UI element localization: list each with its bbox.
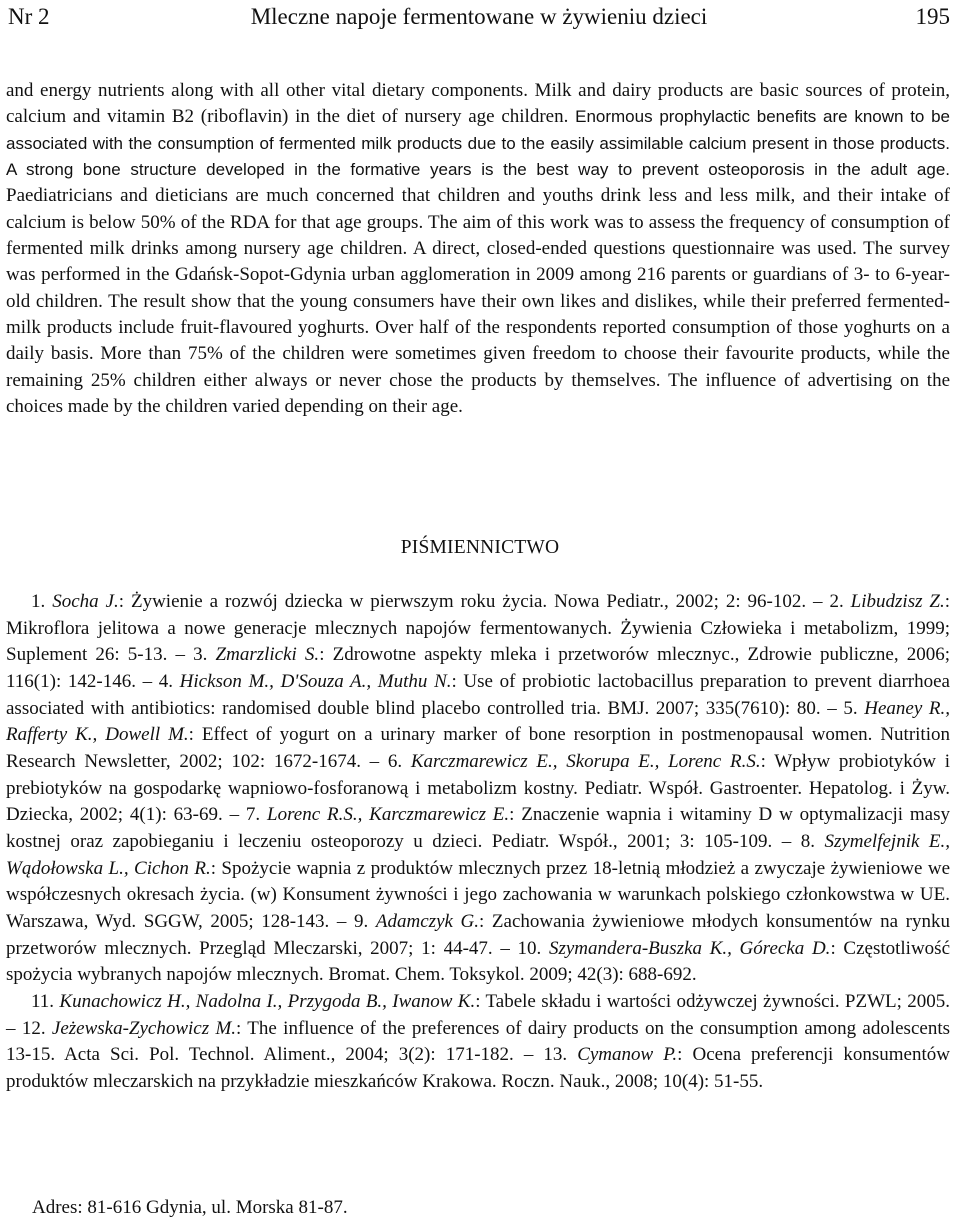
journal-issue: Nr 2 [8,4,50,29]
reference-number: 5. [843,697,865,719]
abstract-text [6,78,950,420]
reference-text: : Wpływ probiotyków i prebiotyków na gospodarkę wapniowo-fosforanową i metabolizm kostny. Pediatr. Współ. Gastroenter. Hepatolog. i Żyw. Dziecka, 2002; 4(1): 63-69. – [6,750,951,826]
reference-authors: Szymelfejnik E., Wądołowska L., Cichon R. [6,830,951,879]
reference-text: : Mikroflora jelitowa a nowe generacje mlecznych napojów fermentowanych. Żywienia Człowieka i metabolizm, 1999; Suplement 26: 5-13. – [6,591,951,666]
abstract-serif-part-2: Paediatricians and dieticians are much concerned that children and youths drink less and less milk, and their intake of calcium is below 50% of the RDA for that age groups. The aim of this work was to assess the frequency of consumption of fermented milk drinks among nursery age children. A direct, closed-ended questions questionnaire was used. The survey was performed in the Gdańsk-Sopot-Gdynia urban agglomeration in 2009 among 216 parents or guardians of 3- to 6-year-old children. The result show that the young consumers have their own likes and dislikes, while their preferred fermented-milk products include fruit-flavoured yoghurts. Over half of the respondents reported consumption of those yoghurts on a daily basis. More than 75% of the children were sometimes given freedom to choose their favourite products, while the remaining 25% children either always or never chose the products by themselves. The influence of advertising on the choices made by the children varied depending on their age. [6,185,950,418]
reference-number: 12. [21,1017,52,1039]
references-paragraph-1 [6,589,950,989]
reference-entry [31,591,829,612]
reference-authors: Cymanow P. [577,1044,678,1066]
reference-text: : Znaczenie wapnia i witaminy D w optymalizacji masy kostnej oraz zapobieganiu i leczeniu osteoporozy u dzieci. Pediatr. Współ., 2001; 3: 105-109. – [6,804,950,852]
reference-authors: Socha J. [52,591,119,612]
page-number: 195 [915,4,950,29]
abstract-serif-part: and energy nutrients along with all other vital dietary components. Milk and dairy products are basic sources of protein, calcium and vitamin B2 (riboflavin) in the diet of nursery age children. [6,80,950,128]
reference-number: 1. [31,591,53,612]
reference-authors: Libudzisz Z. [850,591,945,612]
reference-authors: Szymandera-Buszka K., Górecka D. [548,937,831,959]
references-paragraph-2 [6,989,950,1096]
reference-number: 3. [193,644,216,666]
reference-text: : Zdrowotne aspekty mleka i przetworów mlecznyc., Zdrowie publiczne, 2006; 116(1): 142-146. – [6,644,951,692]
references-list [6,589,950,1095]
reference-number: 11. [31,990,60,1012]
running-title: Mleczne napoje fermentowane w żywieniu dzieci [250,4,708,29]
reference-number: 7. [245,804,268,826]
reference-authors: Hickson M., D'Souza A., Muthu N. [179,670,452,692]
reference-text: : Effect of yogurt on a urinary marker of bone resorption in postmenopausal women. Nutrition Research Newsletter, 2002; 102: 1672-1674. – [6,724,950,772]
reference-authors: Lorenc R.S., Karczmarewicz E. [267,804,510,826]
reference-text: : Ocena preferencji konsumentów produktów mleczarskich na przykładzie mieszkańców Krakowa. Roczn. Nauk., 2008; 10(4): 51-55. [6,1044,950,1092]
reference-number: 8. [800,830,825,852]
page-header [8,2,950,32]
reference-authors: Zmarzlicki S. [215,644,320,666]
reference-authors: Heaney R., Rafferty K., Dowell M. [6,697,951,746]
reference-text: : Zachowania żywieniowe młodych konsumentów na rynku przetworów mlecznych. Przegląd Mleczarski, 2007; 1: 44-47. – [6,910,951,959]
reference-authors: Kunachowicz H., Nadolna I., Przygoda B., Iwanow K. [59,990,476,1012]
reference-number: 13. [543,1044,578,1066]
reference-number: 10. [517,937,549,959]
reference-text: : The influence of the preferences of dairy products on the consumption among adolescents 13-15. Acta Sci. Pol. Technol. Aliment., 2004; 3(2): 171-182. – [6,1017,950,1066]
reference-text: : Spożycie wapnia z produktów mlecznych przez 18-letnią młodzież a zwyczaje żywieniowe we współczesnych okresach życia. (w) Konsument żywności i jego zachowania w warunkach polskiego członkowstwa w UE. Warszawa, Wyd. SGGW, 2005; 128-143. – [6,857,951,932]
reference-text: : Use of probiotic lactobacillus preparation to prevent diarrhoea associated with antibiotics: randomised double blind placebo controlled tria. BMJ. 2007; 335(7610): 80. – [6,670,950,719]
author-address: Adres: 81-616 Gdynia, ul. Morska 81-87. [32,1197,348,1218]
reference-text: : Żywienie a rozwój dziecka w pierwszym roku życia. Nowa Pediatr., 2002; 2: 96-102. – [118,591,830,612]
reference-number: 2. [829,591,851,612]
reference-authors: Adamczyk G. [375,910,480,932]
reference-text: : Tabele składu i wartości odżywczej żywności. PZWL; 2005. – [6,990,950,1039]
abstract-sans-part: Enormous prophylactic benefits are known to be associated with the consumption of fermented milk products due to the easily assimilable calcium present in those products. A strong bone structure developed in the formative years is the best way to prevent osteoporosis in the adult age. [6,107,951,180]
reference-number: 4. [158,670,180,692]
reference-authors: Jeżewska-Zychowicz M. [51,1017,237,1039]
reference-authors: Karczmarewicz E., Skorupa E., Lorenc R.S. [410,750,761,772]
reference-text: : Częstotliwość spożycia wybranych napojów mlecznych. Bromat. Chem. Toksykol. 2009; 42(3): 688-692. [6,937,950,986]
references-heading: PIŚMIENNICTWO [400,537,560,558]
reference-number: 6. [387,750,411,772]
reference-number: 9. [354,910,376,932]
